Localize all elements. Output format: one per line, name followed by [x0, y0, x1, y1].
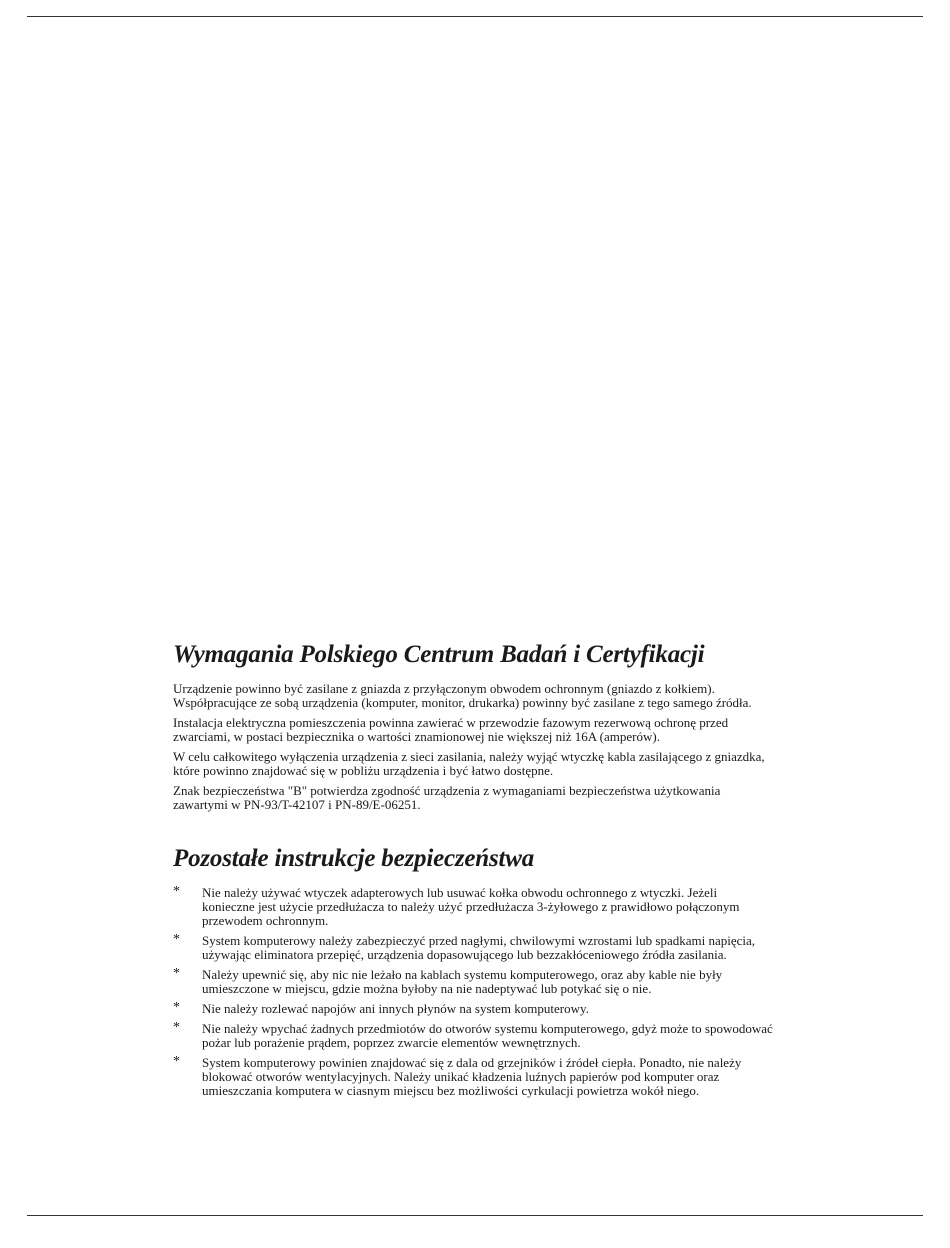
list-item-text: Nie należy wpychać żadnych przedmiotów do otworów systemu komputerowego, gdyż może to spowodować pożar lub porażenie prądem, poprzez zwarcie elementów wewnętrznych. [202, 1021, 773, 1050]
bullet-icon: * [173, 1020, 180, 1035]
document-body [173, 640, 773, 1104]
list-item [173, 1002, 773, 1016]
list-item [173, 886, 773, 928]
list-item-text: Nie należy używać wtyczek adapterowych lub usuwać kołka obwodu ochronnego z wtyczki. Jeżeli konieczne jest użycie przedłużacza to należy użyć przedłużacza 3-żyłowego z prawidłowo połączonym przewodem ochronnym. [202, 885, 740, 928]
bullet-icon: * [173, 932, 180, 947]
bullet-icon: * [173, 884, 180, 899]
paragraph: Urządzenie powinno być zasilane z gniazda z przyłączonym obwodem ochronnym (gniazdo z kołkiem). Współpracujące ze sobą urządzenia (komputer, monitor, drukarka) powinny być zasilane z tego samego źródła. [173, 681, 752, 710]
bullet-icon: * [173, 966, 180, 981]
list-item [173, 1022, 773, 1050]
list-item [173, 1056, 773, 1098]
section-title-safety: Pozostałe instrukcje bezpieczeństwa [173, 845, 535, 872]
paragraph: Instalacja elektryczna pomieszczenia powinna zawierać w przewodzie fazowym rezerwową ochronę przed zwarciami, w postaci bezpiecznika o wartości znamionowej nie większej niż 16A (amperów). [173, 715, 729, 744]
list-item-text: System komputerowy powinien znajdować się z dala od grzejników i źródeł ciepła. Ponadto, nie należy blokować otworów wentylacyjnych. Należy unikać kładzenia luźnych papierów pod komputer oraz umieszczania komputera w ciasnym miejscu bez możliwości cyrkulacji powietrza wokół niego. [202, 1055, 742, 1098]
bullet-icon: * [173, 1000, 180, 1015]
safety-instructions-list [173, 886, 773, 1098]
list-item-text: Należy upewnić się, aby nic nie leżało na kablach systemu komputerowego, oraz aby kable nie były umieszczone w miejscu, gdzie można byłoby na nie nadeptywać lub potykać się o nie. [202, 967, 723, 996]
bottom-rule [27, 1215, 923, 1216]
paragraph: Znak bezpieczeństwa "B" potwierdza zgodność urządzenia z wymaganiami bezpieczeństwa użytkowania zawartymi w PN-93/T-42107 i PN-89/E-06251. [173, 783, 721, 812]
list-item [173, 968, 773, 996]
list-item-text: System komputerowy należy zabezpieczyć przed nagłymi, chwilowymi wzrostami lub spadkami napięcia, używając eliminatora przepięć, urządzenia dopasowującego lub bezzakłóceniowego źródła zasilania. [202, 933, 756, 962]
list-item [173, 934, 773, 962]
bullet-icon: * [173, 1054, 180, 1069]
section-title-pcbc: Wymagania Polskiego Centrum Badań i Certyfikacji [173, 641, 705, 668]
top-rule [27, 16, 923, 17]
paragraph: W celu całkowitego wyłączenia urządzenia z sieci zasilania, należy wyjąć wtyczkę kabla zasilającego z gniazdka, które powinno znajdować się w pobliżu urządzenia i być łatwo dostępne. [173, 749, 765, 778]
list-item-text: Nie należy rozlewać napojów ani innych płynów na system komputerowy. [202, 1001, 589, 1016]
